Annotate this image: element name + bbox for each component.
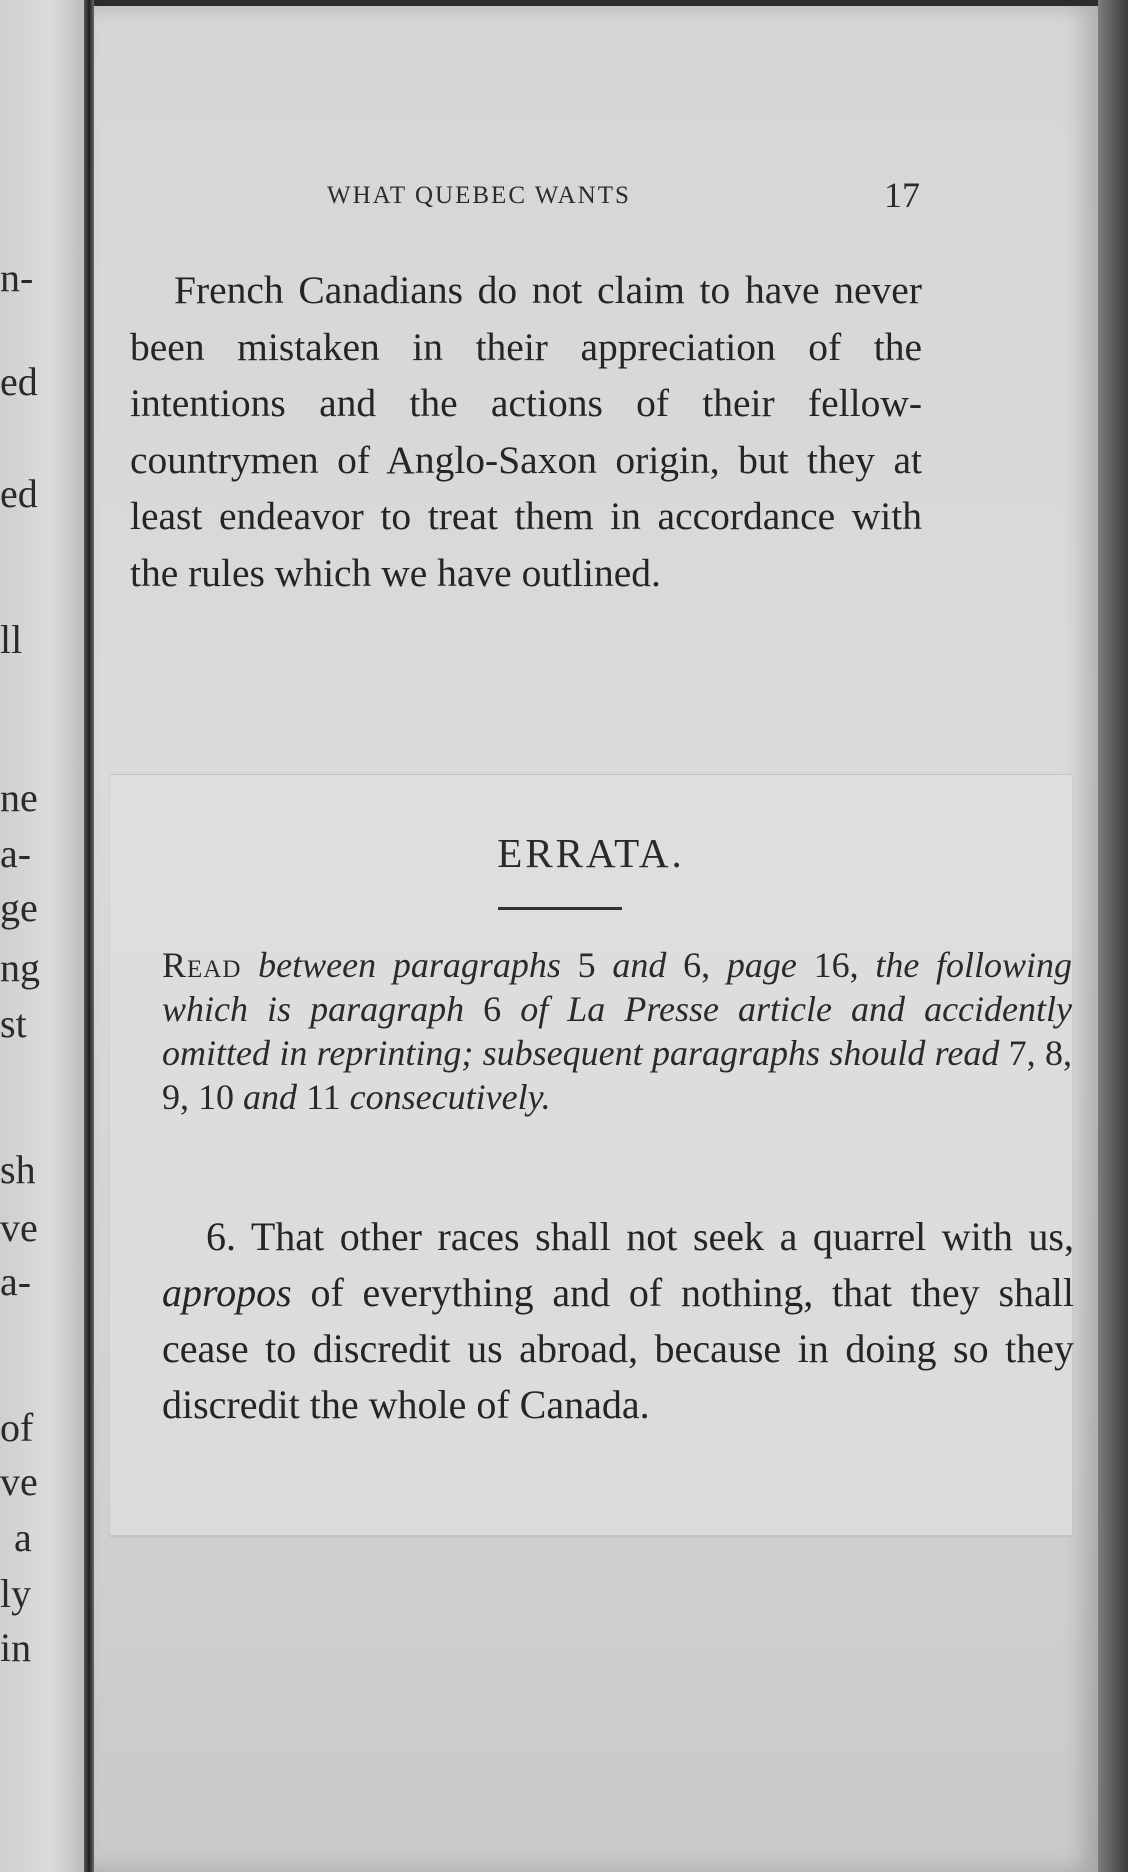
- left-page-fragment: a-: [0, 1259, 32, 1304]
- left-page-fragment: ll: [0, 617, 23, 662]
- left-page-fragment: in: [0, 1625, 32, 1670]
- errata-note-text: and: [243, 1077, 297, 1117]
- left-page-fragment: sh: [0, 1147, 36, 1192]
- errata-title: ERRATA.: [497, 830, 685, 876]
- errata-note-number: 6,: [666, 945, 727, 985]
- left-page-fragment: ve: [0, 1205, 38, 1250]
- errata-note: [162, 943, 1072, 1119]
- errata-note-number: 7, 8, 9, 10: [162, 1033, 1072, 1117]
- running-head: [230, 175, 920, 218]
- left-page-fragment: a: [14, 1515, 32, 1560]
- errata-note-lead: Read: [162, 945, 242, 985]
- left-page-fragment: ve: [0, 1459, 38, 1504]
- errata-note-number: 6: [464, 989, 521, 1029]
- errata-slip: [110, 774, 1072, 1536]
- errata-paragraph: [162, 1209, 1074, 1433]
- errata-rule: [498, 907, 622, 910]
- left-page-fragment: st: [0, 1001, 27, 1046]
- left-page-fragment: ne: [0, 775, 38, 820]
- errata-note-text: the following which is paragraph: [162, 945, 1073, 1029]
- errata-note-text: page: [726, 945, 797, 985]
- errata-note-text: between paragraphs: [258, 945, 561, 985]
- errata-note-number: 11: [297, 1077, 350, 1117]
- errata-paragraph-text: 6. That other races shall not seek a quarrel with us,: [206, 1214, 1074, 1259]
- left-page-fragment: of: [0, 1405, 34, 1450]
- errata-note-number: 16,: [796, 945, 876, 985]
- left-page-fragment: ed: [0, 471, 38, 516]
- running-title: WHAT QUEBEC WANTS: [327, 182, 631, 209]
- body-paragraph: French Canadians do not claim to have never been mistaken in their appreciation of the intentions and the actions of their fellow-countrymen of Anglo-Saxon origin, but they at least endeavor to treat them in accordance with the rules which we have outlined.: [130, 268, 922, 595]
- left-page-fragment: n-: [0, 255, 34, 300]
- left-page-fragment: ge: [0, 885, 38, 930]
- left-page-fragment: ly: [0, 1571, 32, 1616]
- errata-paragraph-italic: apropos: [162, 1270, 292, 1315]
- left-page-fragment: ng: [0, 945, 40, 990]
- errata-note-text: consecutively.: [349, 1077, 551, 1117]
- errata-note-number: 5: [560, 945, 613, 985]
- left-facing-page: [0, 0, 84, 1872]
- book-gutter: [84, 0, 94, 1872]
- errata-note-text: of La Presse article and accidently omitted in reprinting; subsequent paragraphs should read: [162, 989, 1073, 1073]
- errata-paragraph-text: of everything and of nothing, that they shall cease to discredit us abroad, because in doing so they discredit the whole of Canada.: [162, 1270, 1074, 1427]
- page-edge-shadow: [1098, 0, 1128, 1872]
- left-page-fragment: ed: [0, 359, 38, 404]
- page-number: 17: [884, 175, 920, 215]
- left-page-fragment: a-: [0, 831, 32, 876]
- errata-note-text: and: [612, 945, 667, 985]
